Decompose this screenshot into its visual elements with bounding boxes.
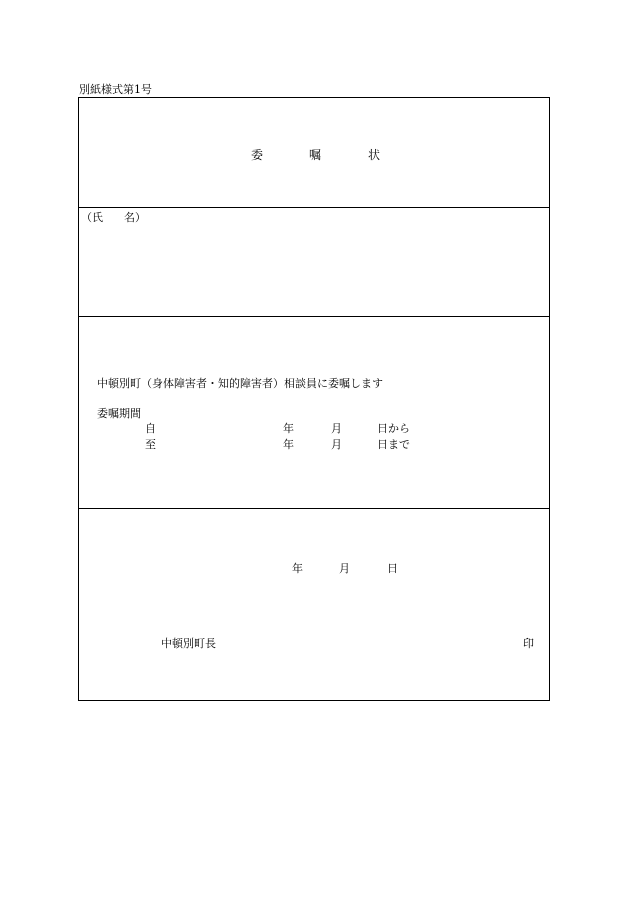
divider-title <box>79 207 549 208</box>
form-number: 別紙様式第1号 <box>79 83 152 96</box>
title-char-1: 委 <box>251 148 264 162</box>
from-year: 年 <box>283 422 294 435</box>
from-prefix: 自 <box>145 422 156 435</box>
issue-year: 年 <box>292 562 303 575</box>
issue-day: 日 <box>387 562 398 575</box>
from-day: 日から <box>377 422 410 435</box>
period-label: 委嘱期間 <box>97 407 141 420</box>
name-label-open: （氏 <box>81 211 103 224</box>
appointment-letter-form <box>78 97 550 701</box>
appointment-statement: 中頓別町（身体障害者・知的障害者）相談員に委嘱します <box>97 377 383 390</box>
title-char-3: 状 <box>368 148 381 162</box>
seal-mark: 印 <box>523 637 534 650</box>
to-prefix: 至 <box>145 438 156 451</box>
to-day: 日まで <box>377 438 410 451</box>
issuer-name: 中頓別町長 <box>161 637 216 650</box>
divider-appointment <box>79 508 549 509</box>
issue-month: 月 <box>339 562 350 575</box>
title-char-2: 嘱 <box>309 148 322 162</box>
from-month: 月 <box>331 422 342 435</box>
divider-name <box>79 316 549 317</box>
to-year: 年 <box>283 438 294 451</box>
to-month: 月 <box>331 438 342 451</box>
name-label-close: 名） <box>124 211 146 224</box>
